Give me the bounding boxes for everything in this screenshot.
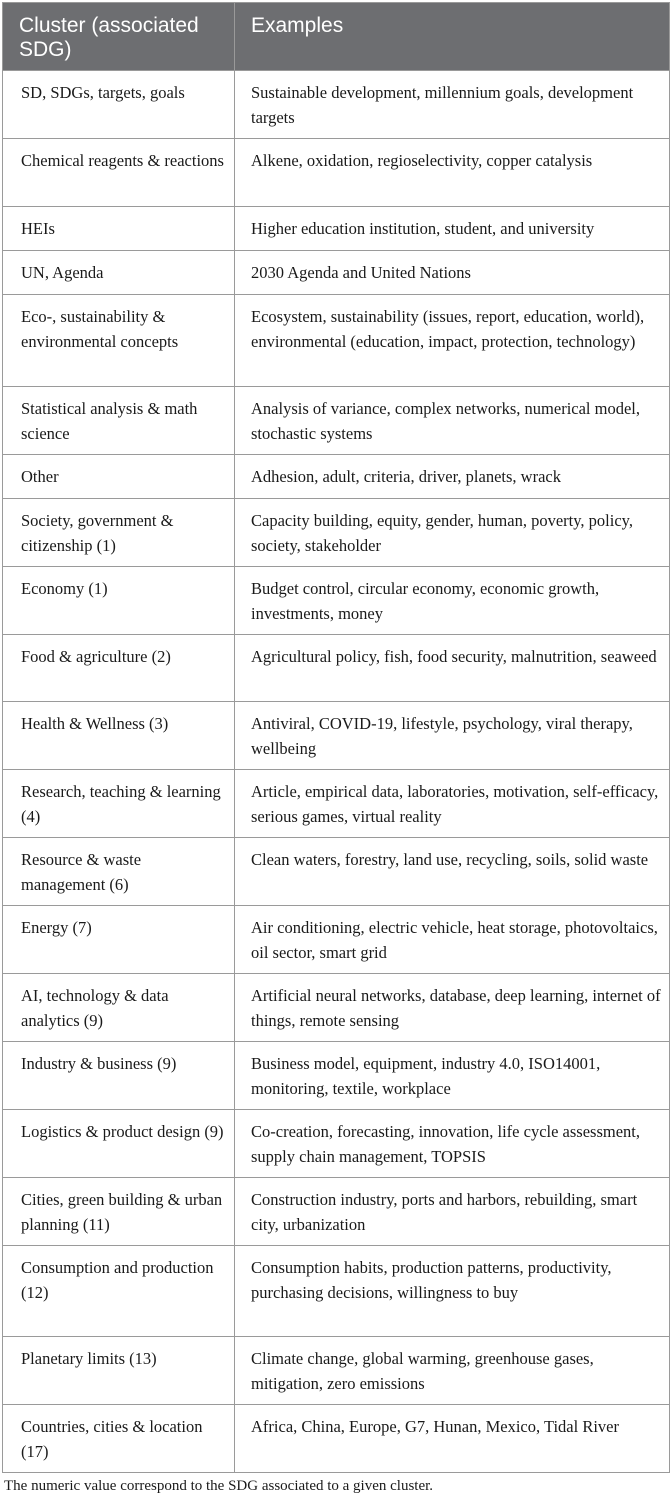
table-row xyxy=(3,251,670,295)
cluster-cell: Health & Wellness (3) xyxy=(3,702,235,770)
table-row xyxy=(3,1405,670,1473)
table-row xyxy=(3,1178,670,1246)
cluster-cell: UN, Agenda xyxy=(3,251,235,295)
table-row xyxy=(3,838,670,906)
examples-cell: Agricultural policy, fish, food security, malnutrition, seaweed xyxy=(235,635,670,702)
table-row xyxy=(3,499,670,567)
cluster-cell: SD, SDGs, targets, goals xyxy=(3,71,235,139)
cluster-cell: Food & agriculture (2) xyxy=(3,635,235,702)
cluster-table-container xyxy=(2,2,669,1473)
table-row xyxy=(3,139,670,207)
table-row xyxy=(3,906,670,974)
table-row xyxy=(3,567,670,635)
cluster-cell: Other xyxy=(3,455,235,499)
examples-cell: Co-creation, forecasting, innovation, life cycle assessment, supply chain management, TOPSIS xyxy=(235,1110,670,1178)
examples-cell: Business model, equipment, industry 4.0, ISO14001, monitoring, textile, workplace xyxy=(235,1042,670,1110)
table-row xyxy=(3,1246,670,1337)
table-row xyxy=(3,455,670,499)
table-row xyxy=(3,387,670,455)
cluster-cell: Industry & business (9) xyxy=(3,1042,235,1110)
cluster-cell: Consumption and production (12) xyxy=(3,1246,235,1337)
cluster-cell: Statistical analysis & math science xyxy=(3,387,235,455)
cluster-cell: Chemical reagents & reactions xyxy=(3,139,235,207)
examples-cell: Article, empirical data, laboratories, motivation, self-efficacy, serious games, virtual reality xyxy=(235,770,670,838)
cluster-cell: Resource & waste management (6) xyxy=(3,838,235,906)
cluster-cell: HEIs xyxy=(3,207,235,251)
cluster-cell: Eco-, sustainability & environmental concepts xyxy=(3,295,235,387)
examples-cell: Clean waters, forestry, land use, recycling, soils, solid waste xyxy=(235,838,670,906)
cluster-cell: Cities, green building & urban planning (11) xyxy=(3,1178,235,1246)
examples-cell: Capacity building, equity, gender, human, poverty, policy, society, stakeholder xyxy=(235,499,670,567)
examples-cell: Consumption habits, production patterns, productivity, purchasing decisions, willingness to buy xyxy=(235,1246,670,1337)
examples-cell: Climate change, global warming, greenhouse gases, mitigation, zero emissions xyxy=(235,1337,670,1405)
cluster-cell: Society, government & citizenship (1) xyxy=(3,499,235,567)
cluster-cell: Countries, cities & location (17) xyxy=(3,1405,235,1473)
table-row xyxy=(3,770,670,838)
table-row xyxy=(3,1110,670,1178)
examples-cell: Ecosystem, sustainability (issues, report, education, world), environmental (education, impact, protection, technology) xyxy=(235,295,670,387)
cluster-cell: Logistics & product design (9) xyxy=(3,1110,235,1178)
examples-cell: 2030 Agenda and United Nations xyxy=(235,251,670,295)
examples-cell: Alkene, oxidation, regioselectivity, copper catalysis xyxy=(235,139,670,207)
examples-cell: Sustainable development, millennium goals, development targets xyxy=(235,71,670,139)
header-cluster: Cluster (associated SDG) xyxy=(3,3,235,71)
cluster-cell: Energy (7) xyxy=(3,906,235,974)
cluster-table xyxy=(2,2,670,1473)
examples-cell: Antiviral, COVID-19, lifestyle, psychology, viral therapy, wellbeing xyxy=(235,702,670,770)
table-row xyxy=(3,635,670,702)
cluster-cell: Planetary limits (13) xyxy=(3,1337,235,1405)
table-row xyxy=(3,295,670,387)
examples-cell: Adhesion, adult, criteria, driver, planets, wrack xyxy=(235,455,670,499)
examples-cell: Construction industry, ports and harbors, rebuilding, smart city, urbanization xyxy=(235,1178,670,1246)
table-row xyxy=(3,71,670,139)
examples-cell: Analysis of variance, complex networks, numerical model, stochastic systems xyxy=(235,387,670,455)
header-examples: Examples xyxy=(235,3,670,71)
cluster-cell: Research, teaching & learning (4) xyxy=(3,770,235,838)
table-header-row xyxy=(3,3,670,71)
examples-cell: Air conditioning, electric vehicle, heat storage, photovoltaics, oil sector, smart grid xyxy=(235,906,670,974)
table-row xyxy=(3,1042,670,1110)
examples-cell: Africa, China, Europe, G7, Hunan, Mexico, Tidal River xyxy=(235,1405,670,1473)
table-row xyxy=(3,1337,670,1405)
table-row xyxy=(3,207,670,251)
cluster-cell: Economy (1) xyxy=(3,567,235,635)
examples-cell: Artificial neural networks, database, deep learning, internet of things, remote sensing xyxy=(235,974,670,1042)
table-footnote: The numeric value correspond to the SDG associated to a given cluster. xyxy=(4,1478,434,1494)
table-row xyxy=(3,974,670,1042)
examples-cell: Higher education institution, student, and university xyxy=(235,207,670,251)
table-row xyxy=(3,702,670,770)
examples-cell: Budget control, circular economy, economic growth, investments, money xyxy=(235,567,670,635)
cluster-cell: AI, technology & data analytics (9) xyxy=(3,974,235,1042)
